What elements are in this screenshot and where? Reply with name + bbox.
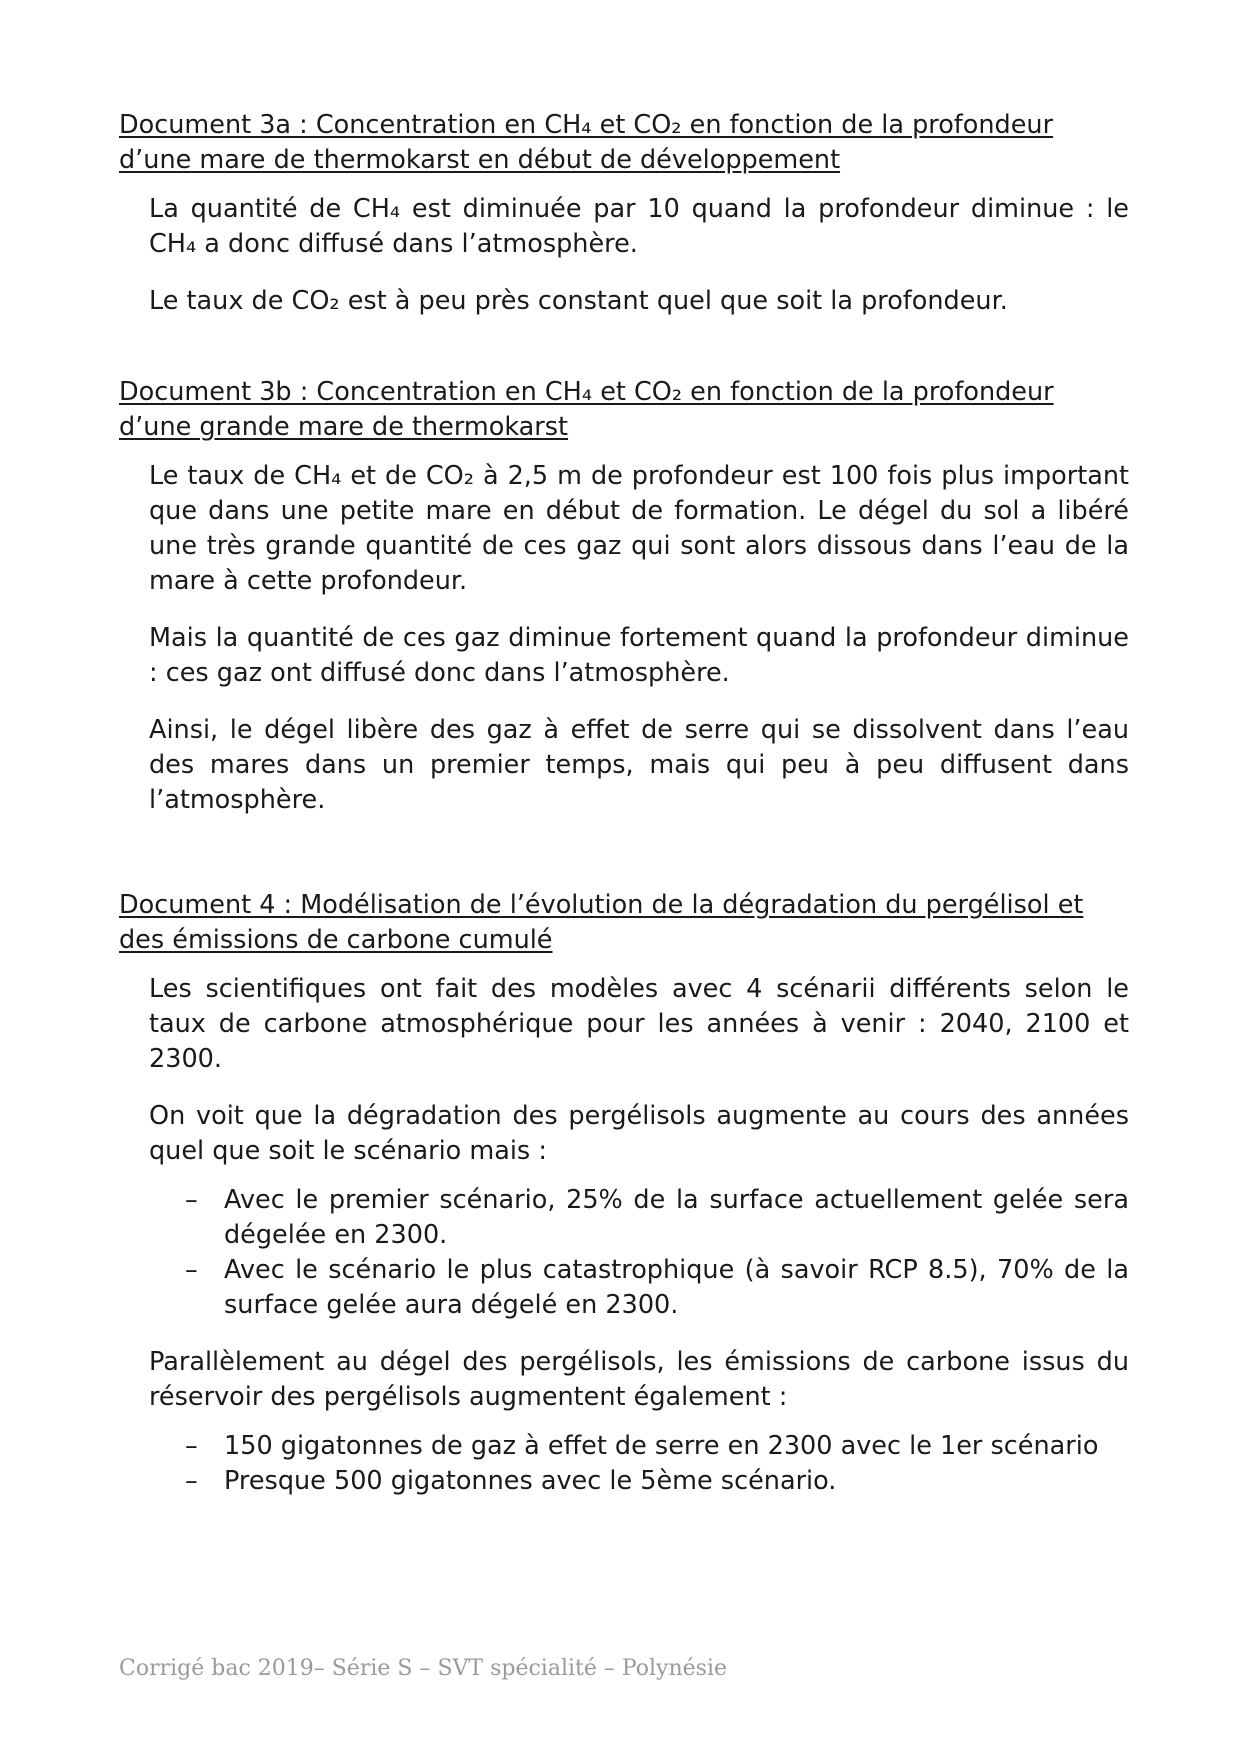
dash-bullet-icon: – xyxy=(185,1466,198,1496)
list-item-text: 150 gigatonnes de gaz à effet de serre en 2300 avec le 1er scénario xyxy=(224,1431,1099,1461)
list-item-text: Avec le premier scénario, 25% de la surface actuellement gelée sera dégelée en 2300. xyxy=(224,1185,1129,1250)
document-4-paragraph-2: On voit que la dégradation des pergélisols augmente au cours des années quel que soit le scénario mais : xyxy=(149,1101,1129,1166)
dash-bullet-icon: – xyxy=(185,1431,198,1461)
list-item xyxy=(149,1183,1129,1253)
document-3b-title: Document 3b : Concentration en CH₄ et CO₂ en fonction de la profondeur d’une grande mare de thermokarst xyxy=(119,377,1054,442)
document-page xyxy=(119,108,1129,1521)
dash-bullet-icon: – xyxy=(185,1255,198,1285)
list-item-text: Presque 500 gigatonnes avec le 5ème scénario. xyxy=(224,1466,837,1496)
document-4-title: Document 4 : Modélisation de l’évolution de la dégradation du pergélisol et des émissions de carbone cumulé xyxy=(119,890,1084,955)
section-document-4 xyxy=(119,888,1129,1499)
document-3a-title: Document 3a : Concentration en CH₄ et CO₂ en fonction de la profondeur d’une mare de thermokarst en début de développement xyxy=(119,110,1054,175)
dash-bullet-icon: – xyxy=(185,1185,198,1215)
document-3b-paragraph-3: Ainsi, le dégel libère des gaz à effet de serre qui se dissolvent dans l’eau des mares dans un premier temps, mais qui peu à peu diffusent dans l’atmosphère. xyxy=(149,715,1129,815)
document-4-paragraph-1: Les scientifiques ont fait des modèles avec 4 scénarii différents selon le taux de carbone atmosphérique pour les années à venir : 2040, 2100 et 2300. xyxy=(149,974,1129,1074)
page-footer: Corrigé bac 2019– Série S – SVT spécialité – Polynésie xyxy=(119,1656,728,1681)
emissions-bullet-list xyxy=(149,1429,1129,1499)
document-4-paragraph-3: Parallèlement au dégel des pergélisols, les émissions de carbone issus du réservoir des pergélisols augmentent également : xyxy=(149,1347,1129,1412)
list-item xyxy=(149,1429,1129,1464)
list-item xyxy=(149,1253,1129,1323)
section-document-3b xyxy=(119,375,1129,818)
degradation-bullet-list xyxy=(149,1183,1129,1323)
document-3a-paragraph-1: La quantité de CH₄ est diminuée par 10 quand la profondeur diminue : le CH₄ a donc diffusé dans l’atmosphère. xyxy=(149,194,1129,259)
document-3b-paragraph-2: Mais la quantité de ces gaz diminue fortement quand la profondeur diminue : ces gaz ont diffusé donc dans l’atmosphère. xyxy=(149,623,1129,688)
list-item xyxy=(149,1464,1129,1499)
document-3a-paragraph-2: Le taux de CO₂ est à peu près constant quel que soit la profondeur. xyxy=(149,286,1008,316)
document-3b-paragraph-1: Le taux de CH₄ et de CO₂ à 2,5 m de profondeur est 100 fois plus important que dans une petite mare en début de formation. Le dégel du sol a libéré une très grande quantité de ces gaz qui sont alors dissous dans l’eau de la mare à cette profondeur. xyxy=(149,461,1129,596)
list-item-text: Avec le scénario le plus catastrophique (à savoir RCP 8.5), 70% de la surface gelée aura dégelé en 2300. xyxy=(224,1255,1129,1320)
section-document-3a xyxy=(119,108,1129,319)
